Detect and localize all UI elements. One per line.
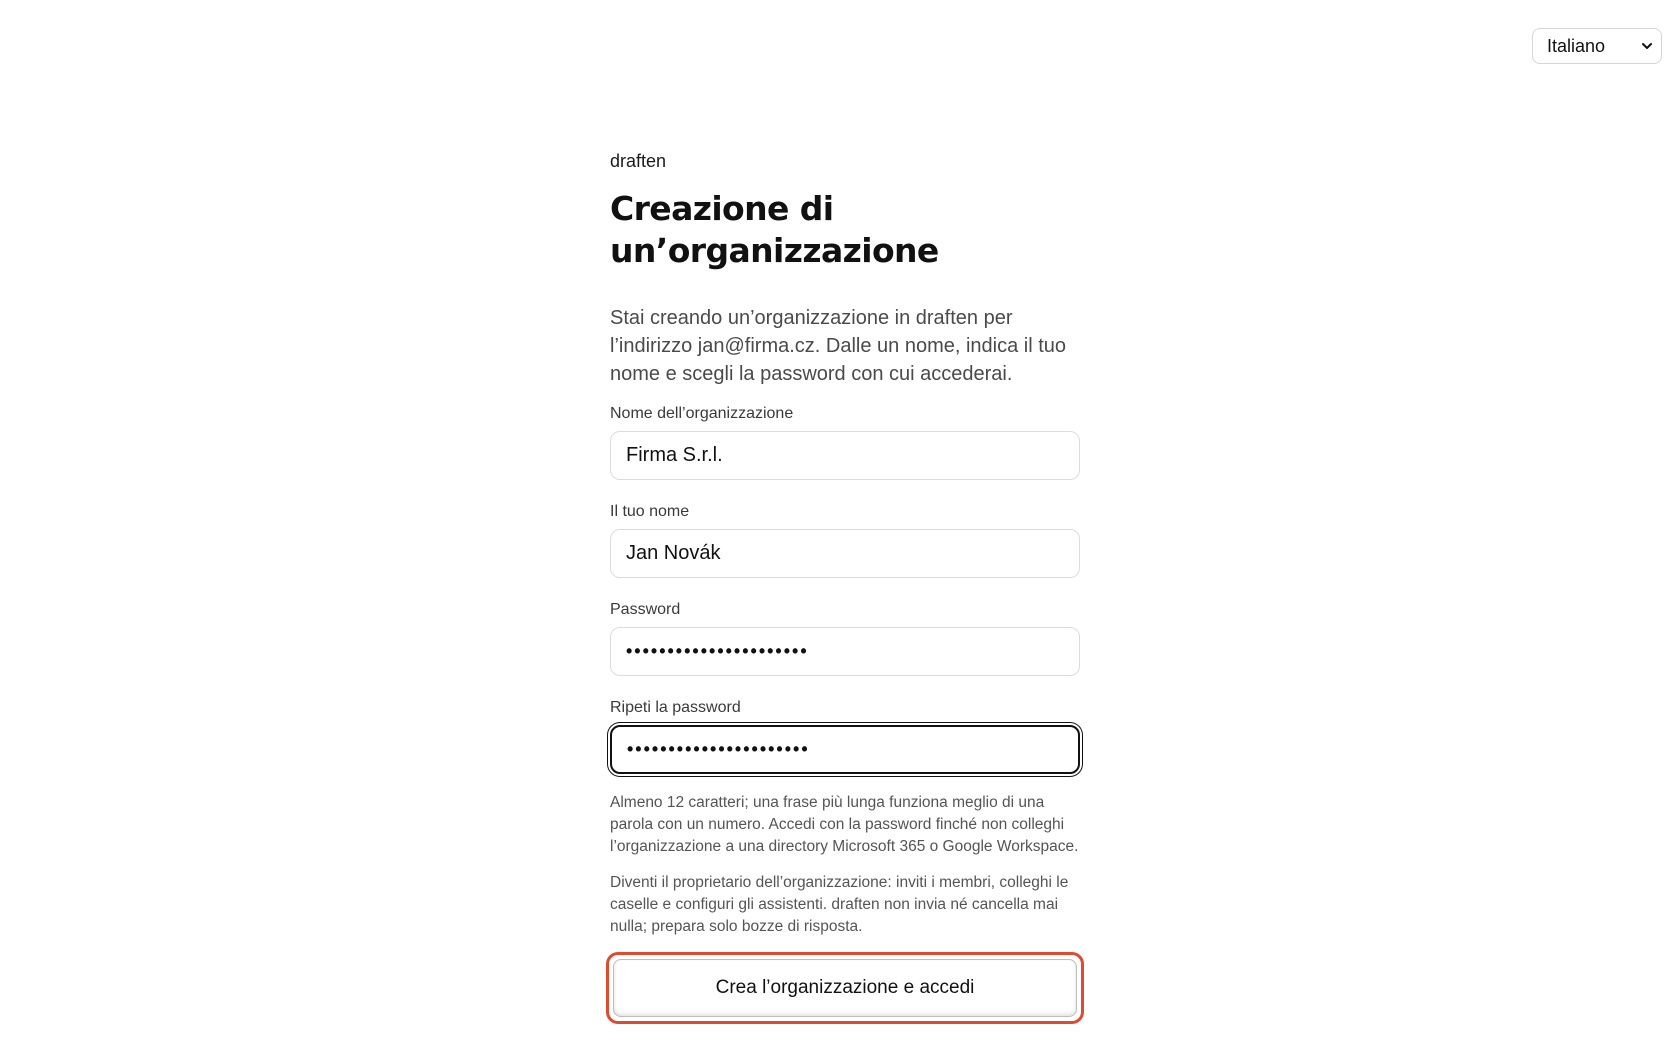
intro-text: Stai creando un’organizzazione in draften per l’indirizzo jan@firma.cz. Dalle un nome, indica il tuo nome e scegli la password con cui accederai. — [610, 307, 1067, 385]
password-input[interactable] — [610, 627, 1080, 676]
your-name-input[interactable] — [610, 529, 1080, 578]
owner-hint: Diventi il proprietario dell’organizzazione: inviti i membri, colleghi le caselle e configuri gli assistenti. draften non invia né cancella mai nulla; prepara solo bozze di risposta. — [610, 874, 1069, 935]
create-and-login-button[interactable] — [613, 959, 1077, 1017]
password-value: •••••••••••••••••••••• — [626, 641, 809, 661]
your-name-label: Il tuo nome — [610, 503, 690, 520]
page-title: Creazione di un’organizzazione — [610, 189, 939, 270]
language-select[interactable] — [1532, 28, 1662, 64]
org-name-value: Firma S.r.l. — [626, 444, 723, 466]
repeat-password-input[interactable] — [610, 725, 1080, 774]
your-name-value: Jan Novák — [626, 542, 721, 564]
org-name-input[interactable] — [610, 431, 1080, 480]
submit-button-highlight — [606, 952, 1084, 1024]
language-select-value: Italiano — [1547, 35, 1606, 56]
create-and-login-button-label: Crea l’organizzazione e accedi — [715, 977, 975, 998]
password-label: Password — [610, 601, 681, 618]
brand-name: draften — [610, 151, 667, 171]
password-hint: Almeno 12 caratteri; una frase più lunga funziona meglio di una parola con un numero. Accedi con la password finché non colleghi l’organizzazione a una directory Microsoft 365 o Google Workspace. — [610, 794, 1079, 855]
chevron-down-icon — [1641, 40, 1653, 52]
create-organization-form — [610, 148, 1080, 1024]
repeat-password-value: •••••••••••••••••••••• — [627, 739, 810, 759]
org-name-label: Nome dell’organizzazione — [610, 405, 794, 422]
repeat-password-label: Ripeti la password — [610, 699, 741, 716]
